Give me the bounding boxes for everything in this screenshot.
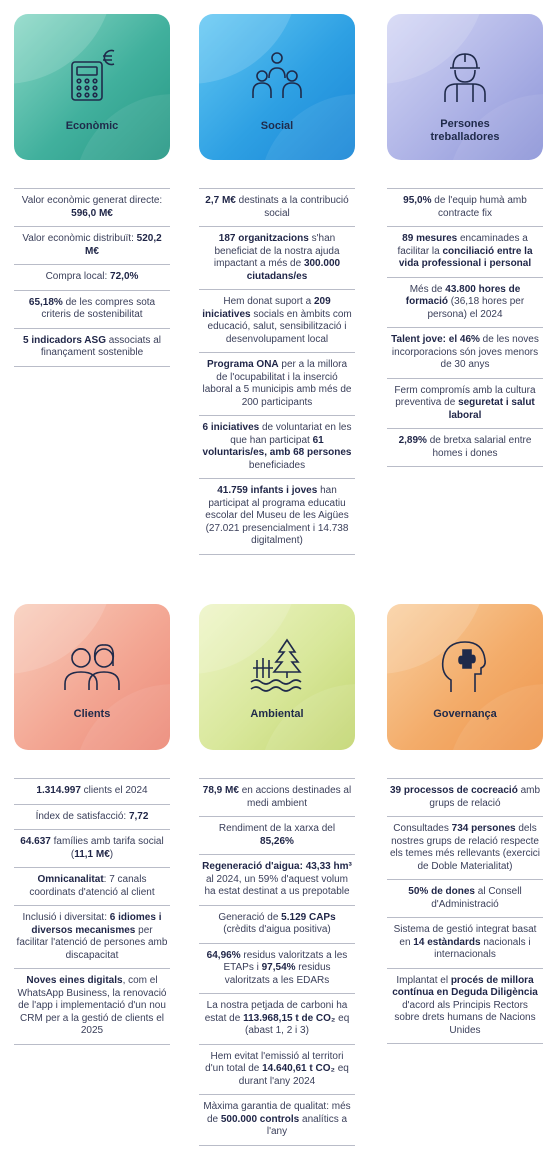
stat-item: 2,7 M€ destinats a la contribució social — [199, 189, 355, 227]
card-social — [199, 14, 355, 160]
stat-item: 41.759 infants i joves han participat al programa educatiu escolar del Museu de les Aigües (27.021 presencialment i 14.738 digitalment) — [199, 479, 355, 555]
stat-item: Consultades 734 persones dels nostres grups de relació respecte els temes més rellevants (exercici de Doble Materialitat) — [387, 817, 543, 880]
stat-item: Sistema de gestió integrat basat en 14 estàndards nacionals i internacionals — [387, 918, 543, 969]
section-title: Governança — [433, 708, 497, 720]
stat-item: 64.637 famílies amb tarifa social (11,1 M€) — [14, 830, 170, 868]
stat-item: Compra local: 72,0% — [14, 265, 170, 291]
stat-item: 50% de dones al Consell d'Administració — [387, 880, 543, 918]
stat-item: Hem donat suport a 209 iniciatives socials en àmbits com educació, salut, sensibilització i desenvolupament local — [199, 290, 355, 353]
stat-item: Noves eines digitals, com el WhatsApp Business, la renovació de l'app i implementació d'un nou CRM per a la gestió de clients el 2025 — [14, 969, 170, 1045]
card-clients — [14, 604, 170, 750]
stat-item: Regeneració d'aigua: 43,33 hm³ al 2024, un 59% d'aquest volum ha estat destinat a us prepotable — [199, 855, 355, 906]
stat-item: 78,9 M€ en accions destinades al medi ambient — [199, 779, 355, 817]
section-title: Econòmic — [65, 120, 119, 132]
stat-item: Omnicanalitat: 7 canals coordinats d'atenció al client — [14, 868, 170, 906]
stat-item: 89 mesures encaminades a facilitar la conciliació entre la vida professional i personal — [387, 227, 543, 278]
stat-item: 95,0% de l'equip humà amb contracte fix — [387, 189, 543, 227]
puzzle-head-icon — [435, 638, 495, 694]
card-governance — [387, 604, 543, 750]
item-list — [14, 778, 170, 1045]
item-list — [199, 778, 355, 1146]
two-people-icon — [62, 638, 122, 694]
section-title: Social — [260, 120, 294, 132]
stat-item: Valor econòmic generat directe: 596,0 M€ — [14, 189, 170, 227]
section-title: Ambiental — [250, 708, 304, 720]
stat-item: 5 indicadors ASG associats al finançament sostenible — [14, 329, 170, 367]
stat-item: 6 iniciatives de voluntariat en les que han participat 61 voluntaris/es, amb 68 persones beneficiades — [199, 416, 355, 479]
stat-item: Programa ONA per a la millora de l'ocupabilitat i la inserció laboral a 5 municipis amb més de 200 participants — [199, 353, 355, 416]
stat-item: 64,96% residus valoritzats a les ETAPs i 97,54% residus valoritzats a les EDARs — [199, 944, 355, 995]
stat-item: Màxima garantia de qualitat: més de 500.000 controls analítics a l'any — [199, 1095, 355, 1146]
stat-item: 2,89% de bretxa salarial entre homes i dones — [387, 429, 543, 467]
tree-water-icon — [247, 638, 307, 694]
stat-item: Generació de 5.129 CAPs (crèdits d'aigua positiva) — [199, 906, 355, 944]
stat-item: 65,18% de les compres sota criteris de sostenibilitat — [14, 291, 170, 329]
stat-item: Implantat el procés de millora contínua en Deguda Diligència d'acord als Principis Rectors sobre drets humans de Nacions Unides — [387, 969, 543, 1045]
section-title: Persones treballadores — [430, 118, 500, 143]
item-list — [14, 188, 170, 367]
stat-item: 39 processos de cocreació amb grups de relació — [387, 779, 543, 817]
stat-item: Rendiment de la xarxa del 85,26% — [199, 817, 355, 855]
section-economic — [14, 14, 170, 367]
item-list — [387, 188, 543, 467]
card-economic — [14, 14, 170, 160]
calculator-euro-icon — [62, 48, 122, 104]
people-group-icon — [247, 48, 307, 104]
section-workers — [387, 14, 543, 467]
stat-item: Més de 43.800 hores de formació (36,18 hores per persona) el 2024 — [387, 278, 543, 329]
stat-item: Hem evitat l'emissió al territori d'un total de 14.640,61 t CO₂ eq durant l'any 2024 — [199, 1045, 355, 1096]
section-governance — [387, 604, 543, 1044]
card-workers — [387, 14, 543, 160]
section-environment — [199, 604, 355, 1146]
item-list — [387, 778, 543, 1044]
card-environment — [199, 604, 355, 750]
stat-item: 1.314.997 clients el 2024 — [14, 779, 170, 805]
stat-item: Ferm compromís amb la cultura preventiva de seguretat i salut laboral — [387, 379, 543, 430]
item-list — [199, 188, 355, 555]
section-clients — [14, 604, 170, 1045]
stat-item: Talent jove: el 46% de les noves incorporacions són joves menors de 30 anys — [387, 328, 543, 379]
stat-item: Índex de satisfacció: 7,72 — [14, 805, 170, 831]
stat-item: 187 organitzacions s'han beneficiat de la nostra ajuda impactant a més de 300.000 ciutadans/es — [199, 227, 355, 290]
stat-item: Inclusió i diversitat: 6 idiomes i diversos mecanismes per facilitar l'atenció de persones amb discapacitat — [14, 906, 170, 969]
stat-item: La nostra petjada de carboni ha estat de 113.968,15 t de CO₂ eq (abast 1, 2 i 3) — [199, 994, 355, 1045]
worker-helmet-icon — [435, 48, 495, 104]
section-title: Clients — [73, 708, 111, 720]
section-social — [199, 14, 355, 555]
stat-item: Valor econòmic distribuït: 520,2 M€ — [14, 227, 170, 265]
